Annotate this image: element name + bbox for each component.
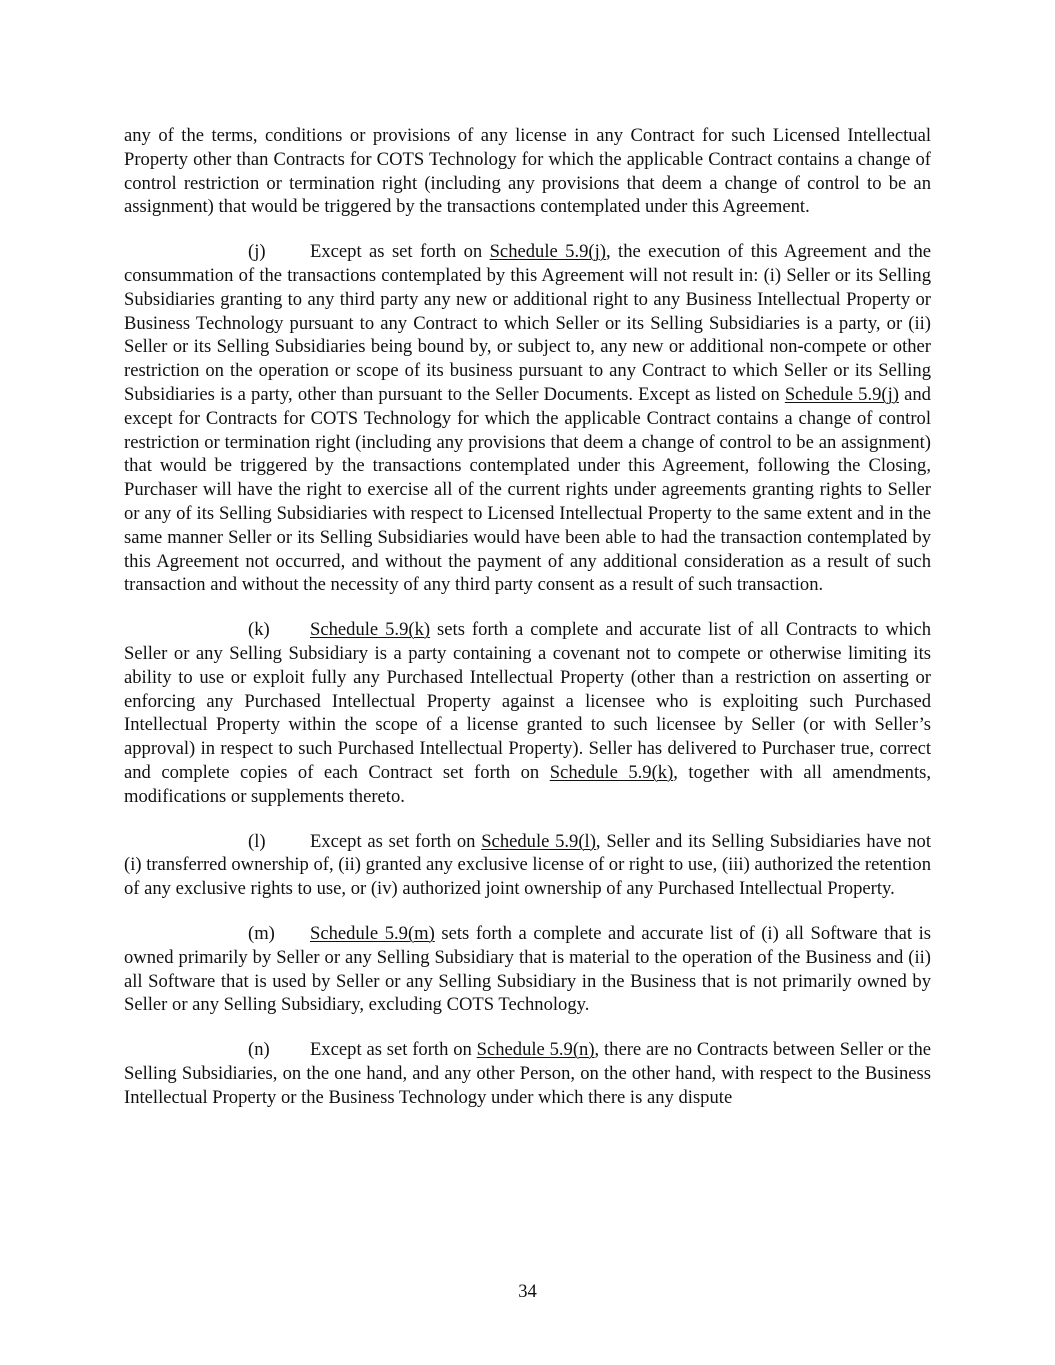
paragraph-j-text-2: , the execution of this Agreement and the consummation of the transactions contemplated by this Agreement will not result in: (i) Seller or its Selling Subsidiaries granting to any third party any new or additional right to any Business Intellectual Property or Business Technology pursuant to any Contract to which Seller or its Selling Subsidiaries is a party, or (ii) Seller or its Selling Subsidiaries being bound by, or subject to, any new or additional non-compete or other restriction on the operation or scope of its business pursuant to any Contract to which Seller or its Selling Subsidiaries is a party, other than pursuant to the Seller Documents. Except as listed on [124,241,932,405]
paragraph-j-label: (j) [248,241,266,263]
paragraph-m-label: (m) [248,922,275,944]
schedule-ref-5-9-k-second: Schedule 5.9(k) [549,761,674,783]
paragraph-l-label: (l) [248,830,266,852]
paragraph-m [124,922,931,1017]
schedule-ref-5-9-j-second: Schedule 5.9(j) [784,383,899,405]
schedule-ref-5-9-k: Schedule 5.9(k) [310,619,431,641]
paragraph-n [124,1038,931,1109]
document-body [124,124,931,1130]
schedule-ref-5-9-j: Schedule 5.9(j) [489,241,606,263]
schedule-ref-5-9-l: Schedule 5.9(l) [481,830,596,852]
paragraph-k-text-1: sets forth a complete and accurate list of all Contracts to which Seller or any Selling Subsidiary is a party containing a covenant not to compete or otherwise limiting its ability to use or exploit fully any Purchased Intellectual Property (other than a restriction on asserting or enforcing any Purchased Intellectual Property against a licensee who is exploiting such Purchased Intellectual Property within the scope of a license granted to such licensee by Seller (or with Seller’s approval) in respect to such Purchased Intellectual Property). Seller has delivered to Purchaser true, correct and complete copies of each Contract set forth on [124,619,931,783]
paragraph-l-text-1: Except as set forth on [310,830,482,852]
schedule-ref-5-9-m: Schedule 5.9(m) [310,922,435,944]
paragraph-continuation: any of the terms, conditions or provisions of any license in any Contract for such Licensed Intellectual Property other than Contracts for COTS Technology for which the applicable Contract contains a change of control restriction or termination right (including any provisions that deem a change of control to be an assignment) that would be triggered by the transactions contemplated under this Agreement. [124,125,931,218]
paragraph-j-text-3: and except for Contracts for COTS Technology for which the applicable Contract contains a change of control restriction or termination right (including any provisions that deem a change of control to be an assignment) that would be triggered by the transactions contemplated under this Agreement, following the Closing, Purchaser will have the right to exercise all of the current rights under agreements granting rights to Seller or any of its Selling Subsidiaries with respect to Licensed Intellectual Property to the same extent and in the same manner Seller or its Selling Subsidiaries would have been able to had the transaction contemplated by this Agreement not occurred, and without the payment of any additional consideration as a result of such transaction and without the necessity of any third party consent as a result of such transaction. [124,383,931,596]
paragraph-j-text-1: Except as set forth on [310,241,490,263]
paragraph-n-label: (n) [248,1039,270,1061]
paragraph-k-text-2: , together with all amendments, modifications or supplements thereto. [124,761,932,807]
page-number: 34 [518,1281,537,1302]
paragraph-l-text-2: , Seller and its Selling Subsidiaries have not (i) transferred ownership of, (ii) granted any exclusive license of or right to use, (iii) authorized the retention of any exclusive rights to use, or (iv) authorized joint ownership of any Purchased Intellectual Property. [124,830,931,900]
paragraph-n-text-2: , there are no Contracts between Seller or the Selling Subsidiaries, on the one hand, and any other Person, on the other hand, with respect to the Business Intellectual Property or the Business Technology under which there is any dispute [124,1039,931,1108]
paragraph-k [124,618,931,808]
paragraph-l [124,830,931,901]
schedule-ref-5-9-n: Schedule 5.9(n) [476,1039,595,1061]
paragraph-k-label: (k) [248,619,270,641]
paragraph-j [124,240,931,597]
paragraph-n-text-1: Except as set forth on [310,1039,477,1061]
paragraph-m-text-1: sets forth a complete and accurate list of (i) all Software that is owned primarily by Seller or any Selling Subsidiary that is material to the operation of the Business and (ii) all Software that is used by Seller or any Selling Subsidiary in the Business that is not primarily owned by Seller or any Selling Subsidiary, excluding COTS Technology. [124,922,931,1016]
